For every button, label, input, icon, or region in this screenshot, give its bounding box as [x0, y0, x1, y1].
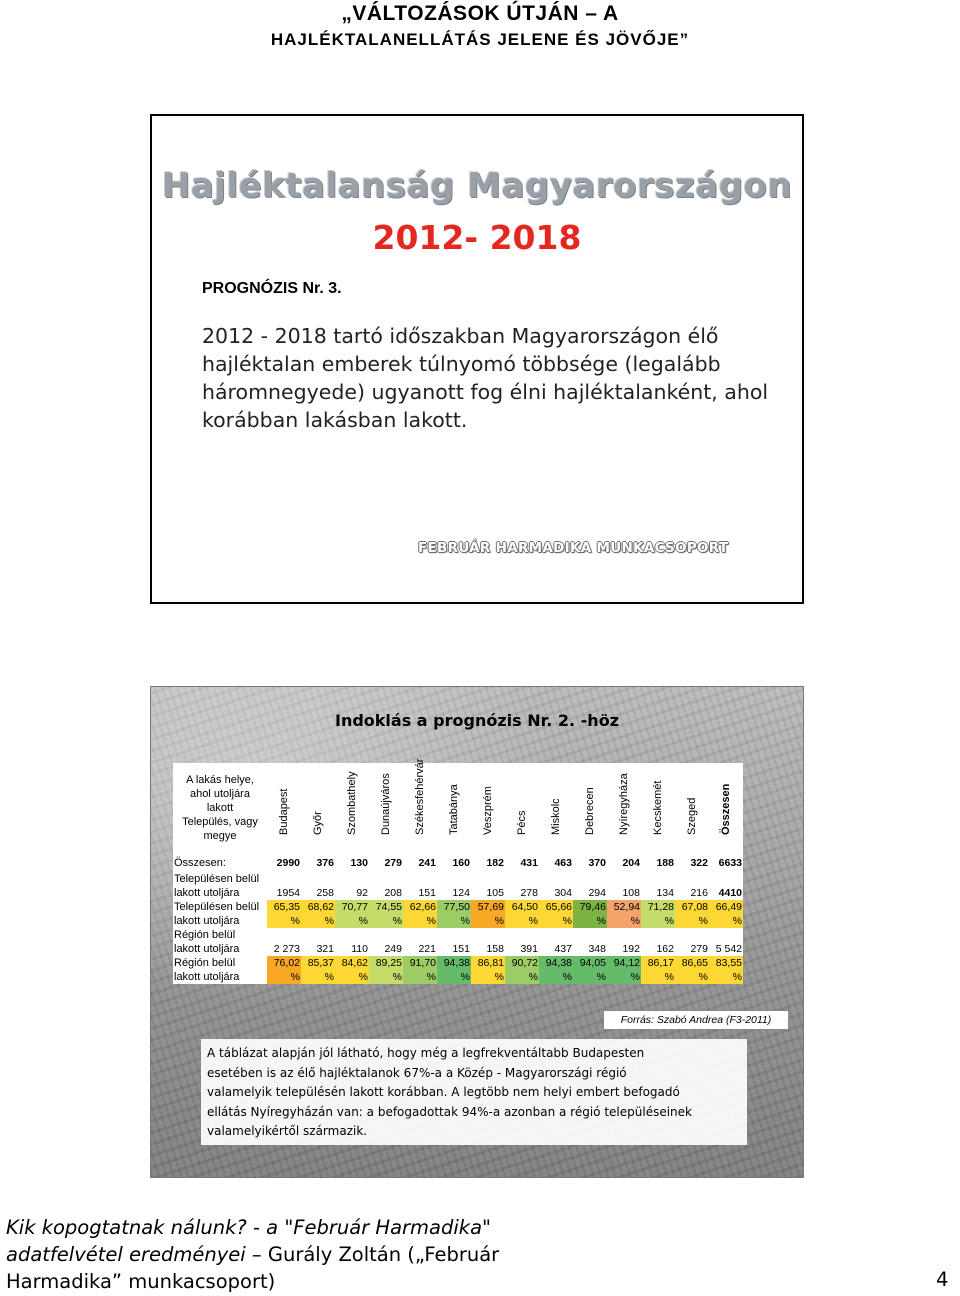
table-cell: 192 [607, 928, 641, 956]
column-header [437, 763, 471, 853]
column-header [369, 763, 403, 853]
explanation-line: valamelyik településén lakott korábban. A legtöbb nem helyi embert befogadó [207, 1085, 680, 1099]
table-cell: 216 [675, 872, 709, 900]
table-cell: 321 [301, 928, 335, 956]
table-cell: 89,25 % [369, 956, 403, 984]
table-row [173, 900, 743, 928]
footer-title: Kik kopogtatnak nálunk? - a "Február Harmadika" [6, 1216, 491, 1239]
table-row [173, 853, 743, 872]
table-cell: 110 [335, 928, 369, 956]
table-cell: 90,72 % [505, 956, 539, 984]
column-header-label: Győr [312, 811, 324, 835]
table-cell: 249 [369, 928, 403, 956]
table-cell: 86,17 % [641, 956, 675, 984]
prognosis-label: PROGNÓZIS Nr. 3. [202, 280, 342, 297]
column-header-label: Kecskemét [652, 780, 664, 835]
table-cell: 370 [573, 853, 607, 872]
table-cell: 204 [607, 853, 641, 872]
column-header [641, 763, 675, 853]
table-cell: 182 [471, 853, 505, 872]
footer-group: Harmadika” munkacsoport) [6, 1270, 276, 1293]
column-header [267, 763, 301, 853]
column-header [539, 763, 573, 853]
table-cell: 85,37 % [301, 956, 335, 984]
table-cell: 62,66 % [403, 900, 437, 928]
table-cell: 294 [573, 872, 607, 900]
table-cell: 151 [403, 872, 437, 900]
page-footer [6, 1214, 960, 1295]
row-label: Összesen: [174, 856, 226, 869]
row-label: Régión belül lakott utoljára [174, 957, 240, 983]
column-header [607, 763, 641, 853]
source-note: Forrás: Szabó Andrea (F3-2011) [603, 1010, 789, 1030]
table-cell: 66,49 % [709, 900, 743, 928]
table-cell: 208 [369, 872, 403, 900]
prognosis-line: háromnegyede) ugyanott fog élni hajléktalanként, ahol [202, 380, 769, 404]
explanation-line: ellátás Nyíregyházán van: a befogadottak 94%-a azonban a régió településeinek [207, 1104, 692, 1119]
slide-title: Hajléktalanság Magyarországon [161, 166, 793, 206]
table-cell: 86,65 % [675, 956, 709, 984]
row-label: Településen belül lakott utoljára [174, 873, 260, 899]
slide-justification [150, 686, 804, 1178]
table-cell: 83,55 % [709, 956, 743, 984]
table-cell: 76,02 % [267, 956, 301, 984]
table-cell: 65,66 % [539, 900, 573, 928]
table-cell: 437 [539, 928, 573, 956]
slide-years: 2012- 2018 [372, 218, 582, 257]
column-header [573, 763, 607, 853]
row-label: Régión belül lakott utoljára [174, 929, 240, 955]
table-cell: 158 [471, 928, 505, 956]
table-cell: 94,38 % [437, 956, 471, 984]
table-cell: 376 [301, 853, 335, 872]
table-cell: 65,35 % [267, 900, 301, 928]
table-cell: 134 [641, 872, 675, 900]
explanation-line: esetében is az élő hajléktalanok 67%-a a Közép - Magyarországi régió [207, 1065, 627, 1080]
table-row [173, 872, 743, 900]
table-cell: 279 [369, 853, 403, 872]
column-header-label: Dunaújváros [380, 773, 392, 835]
table-cell: 105 [471, 872, 505, 900]
column-header [709, 763, 743, 853]
explanation-line: A táblázat alapján jól látható, hogy még a legfrekventáltabb Budapesten [207, 1046, 645, 1060]
column-header [505, 763, 539, 853]
table-cell: 94,38 % [539, 956, 573, 984]
table-cell: 258 [301, 872, 335, 900]
table-cell: 278 [505, 872, 539, 900]
column-header-label: Miskolc [550, 798, 562, 835]
prognosis-text [202, 322, 792, 434]
column-header-label: Nyíregyháza [618, 773, 630, 835]
table-header-row [173, 763, 743, 853]
table-cell: 71,28 % [641, 900, 675, 928]
footer-title-cont: adatfelvétel eredményei [6, 1243, 246, 1266]
column-header-label: Debrecen [584, 787, 596, 835]
table-cell: 52,94 % [607, 900, 641, 928]
slide-prognosis [150, 114, 804, 604]
column-header-label: Szombathely [346, 771, 358, 835]
footer-author: – Gurály Zoltán („Február [245, 1243, 500, 1266]
table-cell: 151 [437, 928, 471, 956]
table-cell: 64,50 % [505, 900, 539, 928]
explanation-text [201, 1039, 747, 1145]
data-table [173, 758, 743, 984]
table-cell: 160 [437, 853, 471, 872]
column-header [471, 763, 505, 853]
table-cell: 124 [437, 872, 471, 900]
table-cell: 67,08 % [675, 900, 709, 928]
table-row [173, 928, 743, 956]
table-cell: 84,62 % [335, 956, 369, 984]
table-cell: 6633 [709, 853, 743, 872]
table-cell: 2 273 [267, 928, 301, 956]
column-header-label: Pécs [516, 810, 528, 835]
column-header [301, 763, 335, 853]
column-header-label: Veszprém [482, 786, 494, 835]
table-cell: 57,69 % [471, 900, 505, 928]
table-cell: 348 [573, 928, 607, 956]
header-line-2: HAJLÉKTALANELLÁTÁS JELENE ÉS JÖVŐJE” [270, 30, 690, 49]
table-cell: 94,05 % [573, 956, 607, 984]
table-cell: 91,70 % [403, 956, 437, 984]
table-cell: 70,77 % [335, 900, 369, 928]
table-cell: 74,55 % [369, 900, 403, 928]
data-table-wrapper [173, 758, 743, 984]
column-header [675, 763, 709, 853]
table-cell: 77,50 % [437, 900, 471, 928]
prognosis-line: korábban lakásban lakott. [202, 408, 468, 432]
table-cell: 86,81 % [471, 956, 505, 984]
row-label: Településen belül lakott utoljára [174, 901, 260, 927]
table-cell: 188 [641, 853, 675, 872]
table-cell: 94,12 % [607, 956, 641, 984]
table-cell: 162 [641, 928, 675, 956]
table-cell: 68,62 % [301, 900, 335, 928]
table-cell: 463 [539, 853, 573, 872]
column-header-label: Budapest [278, 788, 290, 835]
table-cell: 322 [675, 853, 709, 872]
table-cell: 304 [539, 872, 573, 900]
table-cell: 130 [335, 853, 369, 872]
column-header [335, 763, 369, 853]
table-cell: 221 [403, 928, 437, 956]
table-cell: 2990 [267, 853, 301, 872]
table-row [173, 956, 743, 984]
table-cell: 108 [607, 872, 641, 900]
prognosis-line: 2012 - 2018 tartó időszakban Magyarországon élő [202, 324, 719, 348]
table-cell: 241 [403, 853, 437, 872]
column-header-label: Összesen [720, 783, 732, 835]
workgroup-label: FEBRUÁR HARMADIKA MUNKACSOPORT [418, 540, 729, 556]
table-cell: 279 [675, 928, 709, 956]
table-cell: 92 [335, 872, 369, 900]
table-row-header: A lakás helye, ahol utoljára lakott Település, vagy megye [182, 774, 258, 842]
column-header-label: Székesfehérvár [414, 758, 426, 835]
page-number: 4 [936, 1268, 949, 1291]
table-cell: 391 [505, 928, 539, 956]
table-cell: 5 542 [709, 928, 743, 956]
explanation-line: valamelyikértől származik. [207, 1124, 368, 1138]
column-header-label: Szeged [686, 797, 698, 835]
column-header [403, 758, 437, 853]
column-header-label: Tatabánya [448, 784, 460, 835]
table-cell: 4410 [709, 872, 743, 900]
header-line-1: „VÁLTOZÁSOK ÚTJÁN – A [341, 2, 619, 25]
prognosis-line: hajléktalan emberek túlnyomó többsége (legalább [202, 352, 721, 376]
table-cell: 431 [505, 853, 539, 872]
table-cell: 79,46 % [573, 900, 607, 928]
table-cell: 1954 [267, 872, 301, 900]
slide-title: Indoklás a prognózis Nr. 2. -höz [335, 711, 619, 730]
